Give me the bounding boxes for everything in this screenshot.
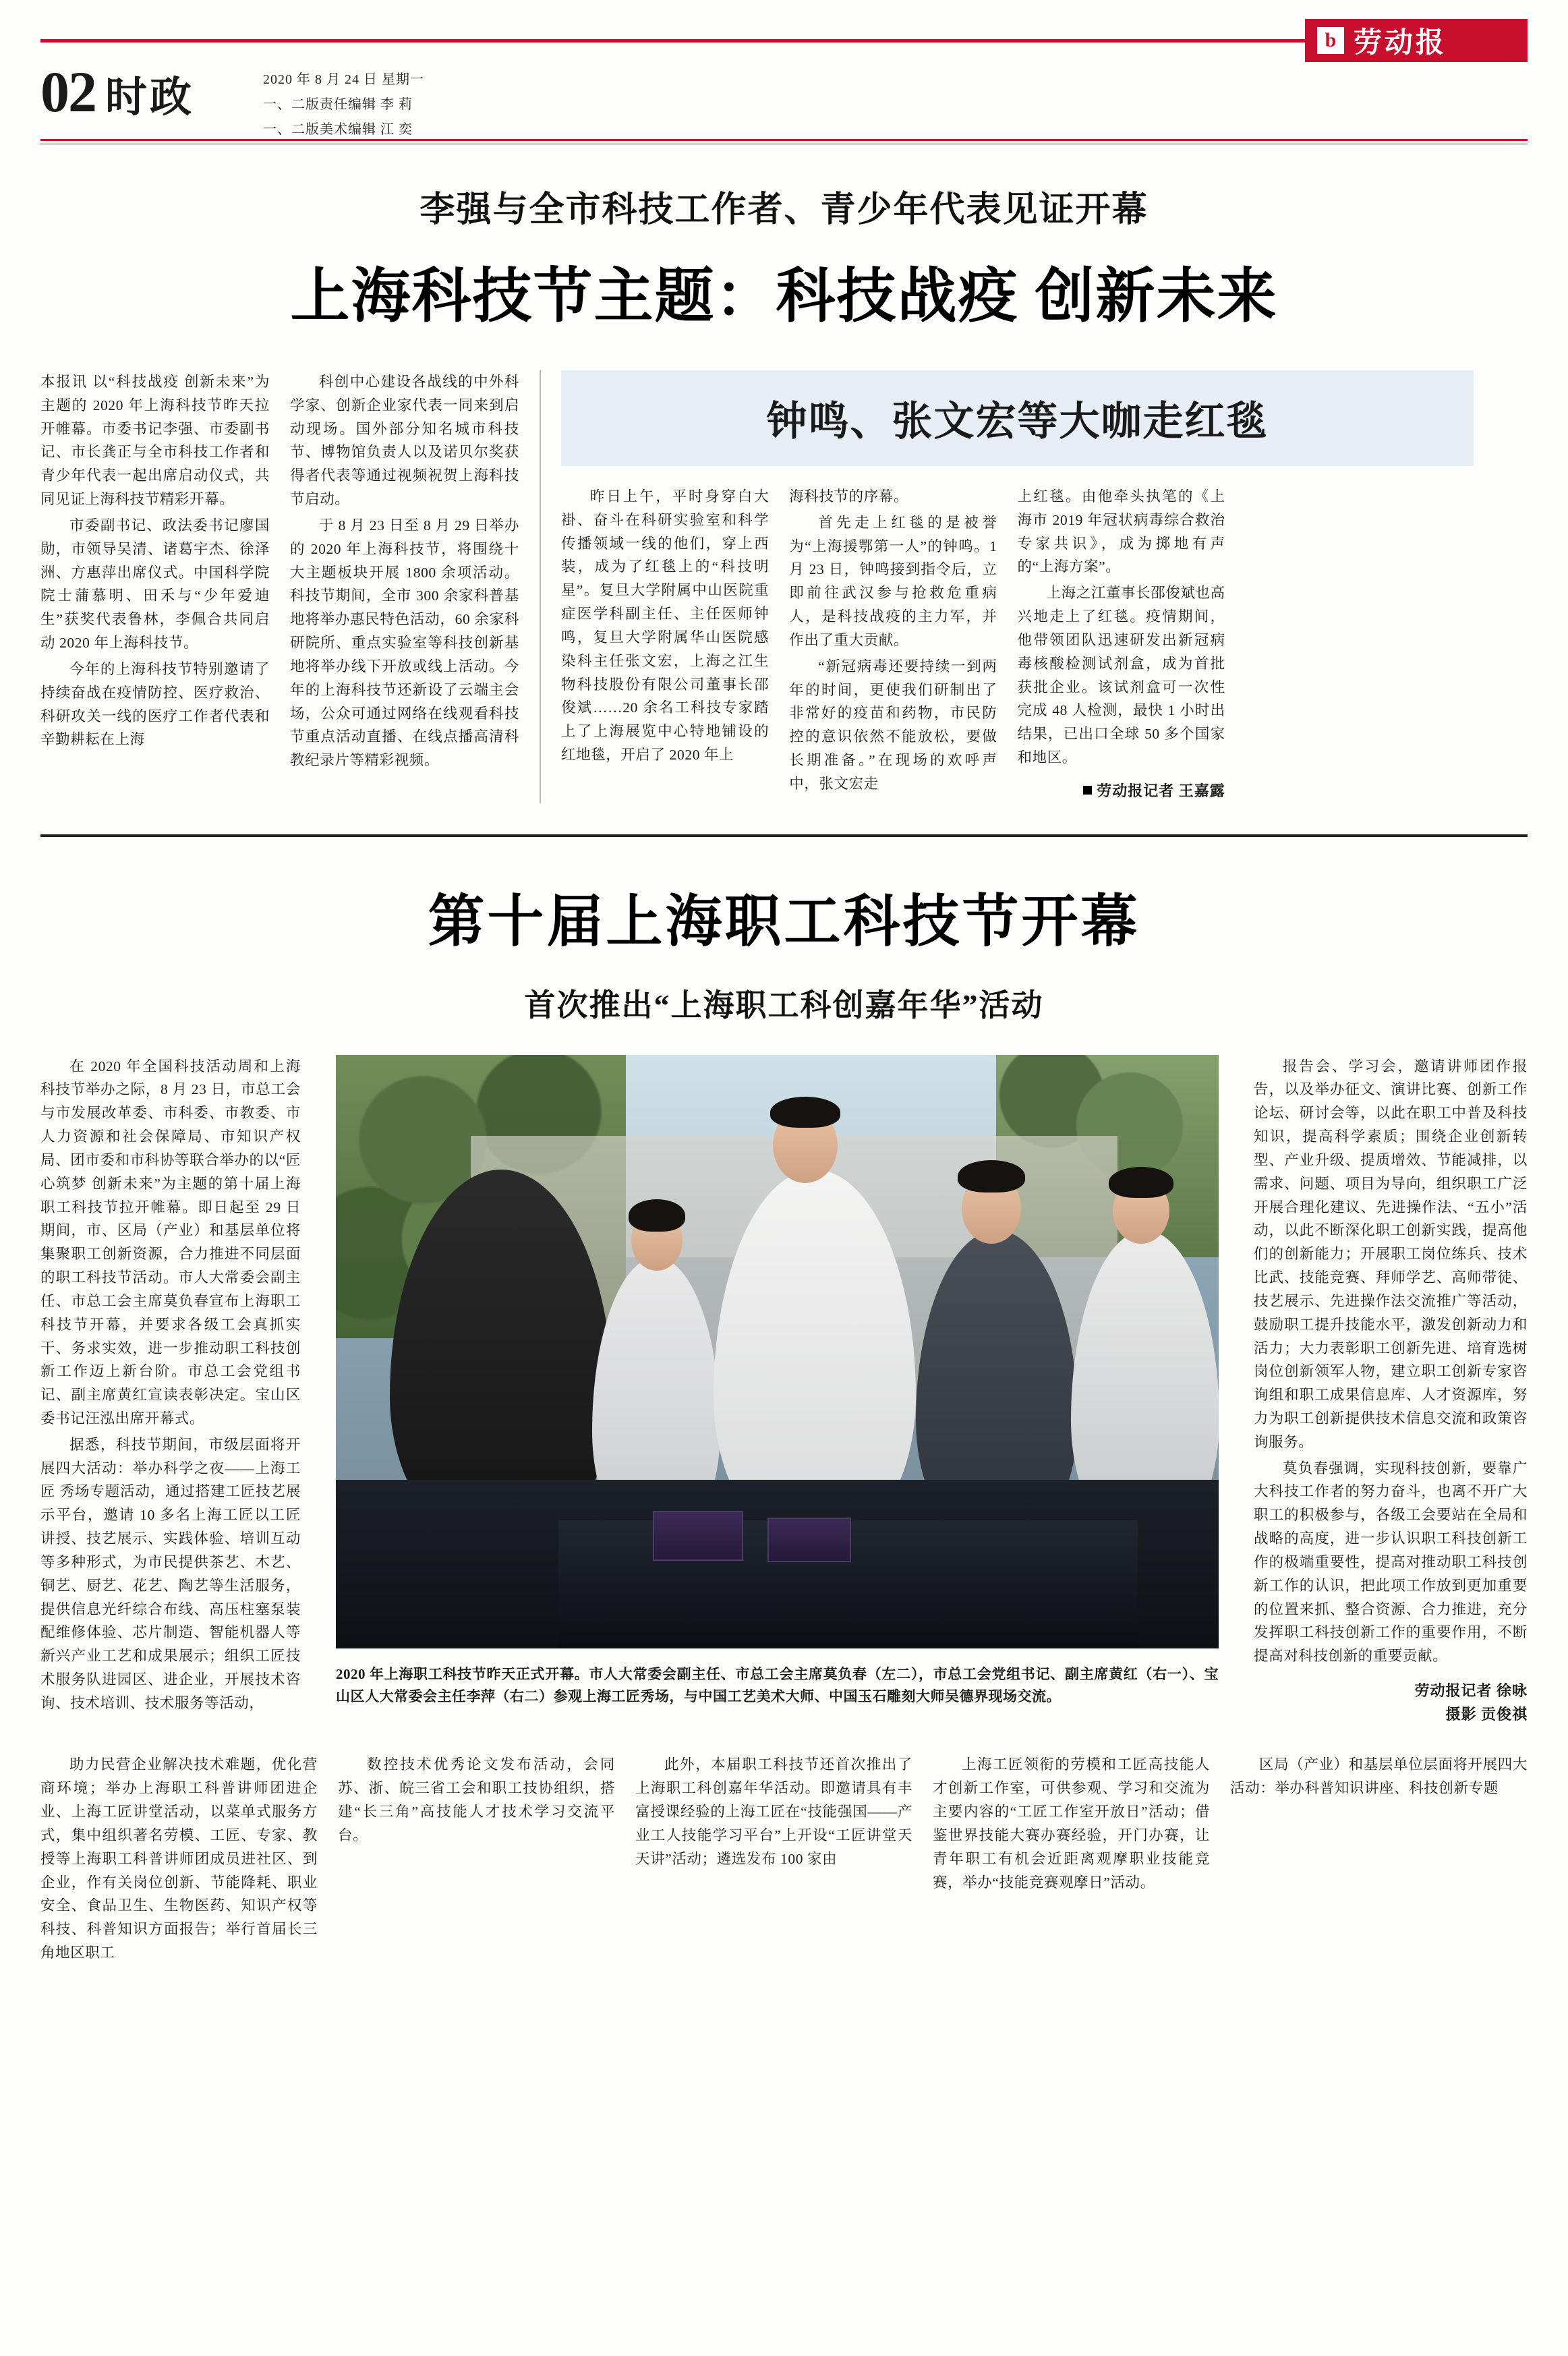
credit-photographer: 摄影 贡俊祺 xyxy=(1445,1706,1528,1723)
photo-block xyxy=(324,1055,1231,1727)
lead-paragraph: 今年的上海科技节特别邀请了持续奋战在疫情防控、医疗救治、科研攻关一线的医疗工作者代表和辛勤耕耘在上海 xyxy=(40,660,270,748)
masthead-rule-thick xyxy=(40,139,1528,141)
photo-hair-2 xyxy=(629,1199,685,1232)
bottom-column-2 xyxy=(338,1753,635,1967)
second-article-top-zone xyxy=(40,1055,1528,1727)
sidebar-column-4-spacer xyxy=(1246,485,1474,803)
bottom-column-3 xyxy=(635,1753,933,1967)
photo-hair-5 xyxy=(1109,1167,1173,1198)
brand-badge xyxy=(1305,19,1528,62)
bottom-column-4 xyxy=(933,1753,1230,1967)
second-paragraph: 莫负春强调，实现科技创新，要靠广大科技工作者的努力奋斗，也离不开广大职工的积极参与，各级工会要站在全局和战略的高度，进一步认识职工科技创新工作的极端重要性，提高对推动职工科技创新工作的认识，把此项工作放到更加重要的位置来抓、整合资源、合力推进，充分发挥职工科技创新工作的重要作用，不断提高对科技创新的重要贡献。 xyxy=(1254,1460,1528,1665)
lead-column-1 xyxy=(40,370,290,803)
photo-hair-4 xyxy=(958,1160,1025,1193)
bottom-column-5 xyxy=(1230,1753,1528,1967)
article-photo xyxy=(336,1055,1219,1648)
photo-hair-3 xyxy=(770,1097,840,1128)
section-divider xyxy=(40,834,1528,837)
photo-display-box-2 xyxy=(767,1518,851,1562)
brand-logo-icon: b xyxy=(1317,27,1344,54)
masthead-meta xyxy=(263,67,424,142)
sidebar-paragraph: 昨日上午，平时身穿白大褂、奋斗在科研实验室和科学传播领域一线的他们，穿上西装，成为了红毯上的“科技明星”。复旦大学附属中山医院重症医学科副主任、主任医师钟鸣，复旦大学附属华山医院感染科主任张文宏，上海之江生物科技股份有限公司董事长邵俊斌……20 余名工科技专家踏上了上海展览中心特地铺设的红地毯，开启了 2020 年上 xyxy=(561,488,770,764)
lead-main-headline: 上海科技节主题：科技战疫 创新未来 xyxy=(290,264,1278,330)
lead-paragraph: 市委副书记、政法委书记廖国勋，市领导吴清、诸葛宇杰、徐泽洲、方惠萍出席仪式。中国科学院院士蒲慕明、田禾与“少年爱迪生”获奖代表鲁林，李佩合共同启动 2020 年上海科技节。 xyxy=(40,517,270,652)
bottom-paragraph: 助力民营企业解决技术难题，优化营商环境；举办上海职工科普讲师团进企业、上海工匠讲堂活动，以菜单式服务方式，集中组织著名劳模、工匠、专家、教授等上海职工科普讲师团成员进社区、到企业，作有关岗位创新、节能降耗、职业安全、食品卫生、生物医药、知识产权等科技、科普知识方面报告；举行首届长三角地区职工 xyxy=(40,1756,318,1961)
brand-name: 劳动报 xyxy=(1354,28,1447,59)
bottom-paragraph: 上海工匠领衔的劳模和工匠高技能人才创新工作室，可供参观、学习和交流为主要内容的“工匠工作室开放日”活动；借鉴世界技能大赛办赛经验，开门办赛，让青年职工有机会近距离观摩职业技能竞赛，举办“技能竞赛观摩日”活动。 xyxy=(933,1756,1210,1891)
second-article-subheadline: 首次推出“上海职工科创嘉年华”活动 xyxy=(524,987,1044,1023)
publication-date: 2020 年 8 月 24 日 星期一 xyxy=(263,72,424,87)
photo-display-box-1 xyxy=(653,1511,743,1561)
sidebar-column-2 xyxy=(789,485,1017,803)
bottom-column-1 xyxy=(40,1753,338,1967)
lead-paragraph: 科创中心建设各战线的中外科学家、创新企业家代表一同来到启动现场。国外部分知名城市科技节、博物馆负责人以及诺贝尔奖获得者代表等通过视频祝贺上海科技节启动。 xyxy=(290,374,519,508)
sidebar-headline: 钟鸣、张文宏等大咖走红毯 xyxy=(766,399,1269,444)
lead-paragraph: 于 8 月 23 日至 8 月 29 日举办的 2020 年上海科技节，将围绕十大主题板块开展 1800 余项活动。科技节期间，全市 300 余家科普基地将举办惠民特色活动，60 余家科研院所、重点实验室等科技创新基地将举办线下开放或线上活动。今年的上海科技节还新设了云端主会场，公众可通过网络在线观看科技节重点活动直播、在线点播高清科教纪录片等精彩视频。 xyxy=(290,517,519,769)
credit-reporter: 劳动报记者 徐咏 xyxy=(1414,1682,1528,1700)
bottom-paragraph: 区局（产业）和基层单位层面将开展四大活动：举办科普知识讲座、科技创新专题 xyxy=(1230,1756,1528,1797)
page-identifier xyxy=(40,59,195,124)
photo-caption: 2020 年上海职工科技节昨天正式开幕。市人大常委会副主任、市总工会主席莫负春（左二），市总工会党组书记、副主席黄红（右一）、宝山区人大常委会主任李萍（右二）参观上海工匠秀场，与中国工艺美术大师、中国玉石雕刻大师吴德界现场交流。 xyxy=(336,1665,1219,1705)
art-editor: 一、二版美术编辑 江 奕 xyxy=(263,122,413,137)
page-number: 02 xyxy=(40,59,96,124)
sidebar-paragraph: 上海之江董事长邵俊斌也高兴地走上了红毯。疫情期间，他带领团队迅速研发出新冠病毒核酸检测试剂盒，成为首批获批企业。该试剂盒可一次性完成 48 人检测，最快 1 小时出结果，已出口全球 50 多个国家和地区。 xyxy=(1017,585,1225,766)
bottom-paragraph: 数控技术优秀论文发布活动，会同苏、浙、皖三省工会和职工技协组织，搭建“长三角”高技能人才技术学习交流平台。 xyxy=(338,1756,615,1843)
sidebar-body xyxy=(561,485,1474,803)
sidebar-byline-text: 劳动报记者 王嘉露 xyxy=(1097,782,1225,799)
sidebar-column-3 xyxy=(1018,485,1246,803)
lead-article-body xyxy=(40,370,1528,803)
second-article-headline: 第十届上海职工科技节开幕 xyxy=(428,890,1140,954)
lead-column-2 xyxy=(290,370,540,803)
second-article-bottom-zone xyxy=(40,1753,1528,1967)
sidebar-article xyxy=(540,370,1474,803)
sidebar-paragraph: 首先走上红毯的是被誉为“上海援鄂第一人”的钟鸣。1 月 23 日，钟鸣接到指令后，立即前往武汉参与抢救危重病人，是科技战疫的主力军，并作出了重大贡献。 xyxy=(789,514,997,648)
sidebar-paragraph: “新冠病毒还要持续一到两年的时间，更使我们研制出了非常好的疫苗和药物，市民防控的意识依然不能放松，要做长期准备。”在现场的欢呼声中，张文宏走 xyxy=(789,658,997,792)
second-right-column xyxy=(1231,1055,1528,1727)
credit-reporter-line xyxy=(1254,1679,1528,1702)
masthead xyxy=(40,0,1528,135)
article-credit xyxy=(1254,1679,1528,1726)
second-paragraph: 报告会、学习会，邀请讲师团作报告，以及举办征文、演讲比赛、创新工作论坛、研讨会等，以此在职工中普及科技知识，提高科学素质；围绕企业创新转型、产业升级、提质增效、节能减排，以需求、问题、项目为导向，组织职工广泛开展合理化建议、先进操作法、“五小”活动，以此不断深化职工创新实践，提高他们的创新能力；开展职工岗位练兵、技术比武、技能竞赛、拜师学艺、高师带徒、技艺展示、先进操作法交流推广等活动，鼓励职工提升技能水平，激发创新动力和活力；大力表彰职工创新先进、培育选树岗位创新领军人物，建立职工创新专家咨询组和职工成果信息库、人才资源库，努力为职工创新提供技术信息交流和政策咨询服务。 xyxy=(1254,1058,1528,1450)
lead-shoulder-headline: 李强与全市科技工作者、青少年代表见证开幕 xyxy=(419,191,1149,229)
sidebar-headline-band xyxy=(561,370,1474,466)
sidebar-column-1 xyxy=(561,485,789,803)
sidebar-paragraph: 上红毯。由他牵头执笔的《上海市 2019 年冠状病毒综合救治专家共识》，成为掷地有声的“上海方案”。 xyxy=(1017,488,1225,575)
sidebar-byline xyxy=(1018,779,1225,803)
second-paragraph: 据悉，科技节期间，市级层面将开展四大活动：举办科学之夜——上海工匠 秀场专题活动，通过搭建工匠技艺展示平台，邀请 10 多名上海工匠以工匠讲授、技艺展示、实践体验、培训互动等多种形式，为市民提供茶艺、木艺、铜艺、厨艺、花艺、陶艺等生活服务，提供信息光纤综合布线、高压柱塞泵装配维修体验、芯片制造、智能机器人等新兴产业工艺和成果展示；组织工匠技术服务队进园区、进企业，开展技术咨询、技术培训、技术服务等活动， xyxy=(40,1436,301,1711)
byline-square-icon xyxy=(1083,786,1092,795)
bottom-paragraph: 此外，本届职工科技节还首次推出了上海职工科创嘉年华活动。即邀请具有丰富授课经验的上海工匠在“技能强国——产业工人技能学习平台”上开设“工匠讲堂天天讲”活动；遴选发布 100 家由 xyxy=(635,1756,912,1867)
page-section-title: 时政 xyxy=(105,74,195,121)
lead-paragraph: 本报讯 以“科技战疫 创新未来”为主题的 2020 年上海科技节昨天拉开帷幕。市委书记李强、市委副书记、市长龚正与全市科技工作者和青少年代表一起出席启动仪式，共同见证上海科技节精彩开幕。 xyxy=(40,374,270,508)
second-left-column xyxy=(40,1055,324,1727)
responsible-editor: 一、二版责任编辑 李 莉 xyxy=(263,97,413,112)
sidebar-paragraph: 海科技节的序幕。 xyxy=(789,488,909,505)
second-paragraph: 在 2020 年全国科技活动周和上海科技节举办之际，8 月 23 日，市总工会与市发展改革委、市科委、市教委、市人力资源和社会保障局、市知识产权局、团市委和市科协等联合举办的以“匠心筑梦 创新未来”为主题的第十届上海职工科技节拉开帷幕。即日起至 29 日期间，市、区局（产业）和基层单位将集聚职工创新资源，合力推进不同层面的职工科技节活动。市人大常委会副主任、市总工会主席莫负春宣布上海职工科技节开幕，并要求各级工会真抓实干、务求实效，进一步推动职工科技创新工作迈上新台阶。市总工会党组书记、副主席黄红宣读表彰决定。宝山区委书记汪泓出席开幕式。 xyxy=(40,1058,301,1427)
